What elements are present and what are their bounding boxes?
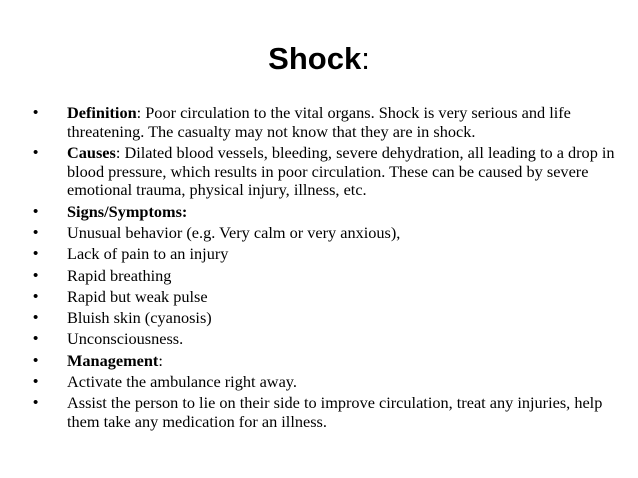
bullet-text: Assist the person to lie on their side to improve circulation, treat any injuries, help them take any medication for an illness.	[67, 393, 603, 432]
bullet-dot: •	[33, 309, 39, 327]
bullet-text: Rapid but weak pulse	[67, 286, 208, 306]
bullet-dot: •	[33, 224, 39, 241]
bullet-list	[33, 104, 615, 434]
bullet-text: Activate the ambulance right away.	[67, 372, 297, 392]
bullet-text: : Dilated blood vessels, bleeding, severe dehydration, all leading to a drop in blood pressure, which results in poor circulation. These can be caused by severe emotional trauma, physical injury, illness, etc.	[67, 143, 615, 200]
bullet-item	[33, 267, 615, 286]
bullet-item	[33, 394, 615, 431]
slide-title-colon: :	[361, 41, 370, 76]
bullet-dot: •	[33, 394, 39, 412]
bullet-item	[33, 373, 615, 392]
bullet-bold-text: Causes	[67, 143, 116, 162]
bullet-dot: •	[33, 330, 39, 348]
bullet-dot: •	[33, 287, 39, 305]
bullet-dot: •	[33, 351, 39, 369]
bullet-item	[33, 330, 615, 349]
bullet-item	[33, 245, 615, 264]
bullet-bold-text: Signs/Symptoms:	[67, 201, 188, 221]
bullet-item	[33, 352, 615, 371]
bullet-item	[33, 224, 615, 243]
bullet-bold-text: Management	[67, 350, 159, 370]
slide-title	[0, 40, 638, 78]
bullet-item	[33, 309, 615, 328]
bullet-text: :	[158, 350, 163, 370]
bullet-dot: •	[33, 373, 39, 391]
bullet-dot: •	[33, 266, 39, 284]
bullet-bold-text: Definition	[67, 103, 137, 122]
bullet-dot: •	[33, 104, 39, 121]
bullet-text: Lack of pain to an injury	[67, 244, 229, 264]
bullet-dot: •	[33, 202, 39, 220]
bullet-item	[33, 203, 615, 222]
slide-title-text: Shock	[268, 41, 362, 76]
bullet-text: Rapid breathing	[67, 265, 172, 285]
bullet-dot: •	[33, 144, 39, 161]
bullet-item	[33, 144, 615, 200]
bullet-item	[33, 104, 615, 141]
bullet-text: Bluish skin (cyanosis)	[67, 308, 212, 328]
bullet-dot: •	[33, 245, 39, 263]
bullet-item	[33, 288, 615, 307]
bullet-text: Unusual behavior (e.g. Very calm or very anxious),	[67, 223, 401, 242]
bullet-text: Unconsciousness.	[67, 329, 184, 349]
bullet-text: : Poor circulation to the vital organs. Shock is very serious and life threatening. The casualty may not know that they are in shock.	[67, 103, 571, 141]
